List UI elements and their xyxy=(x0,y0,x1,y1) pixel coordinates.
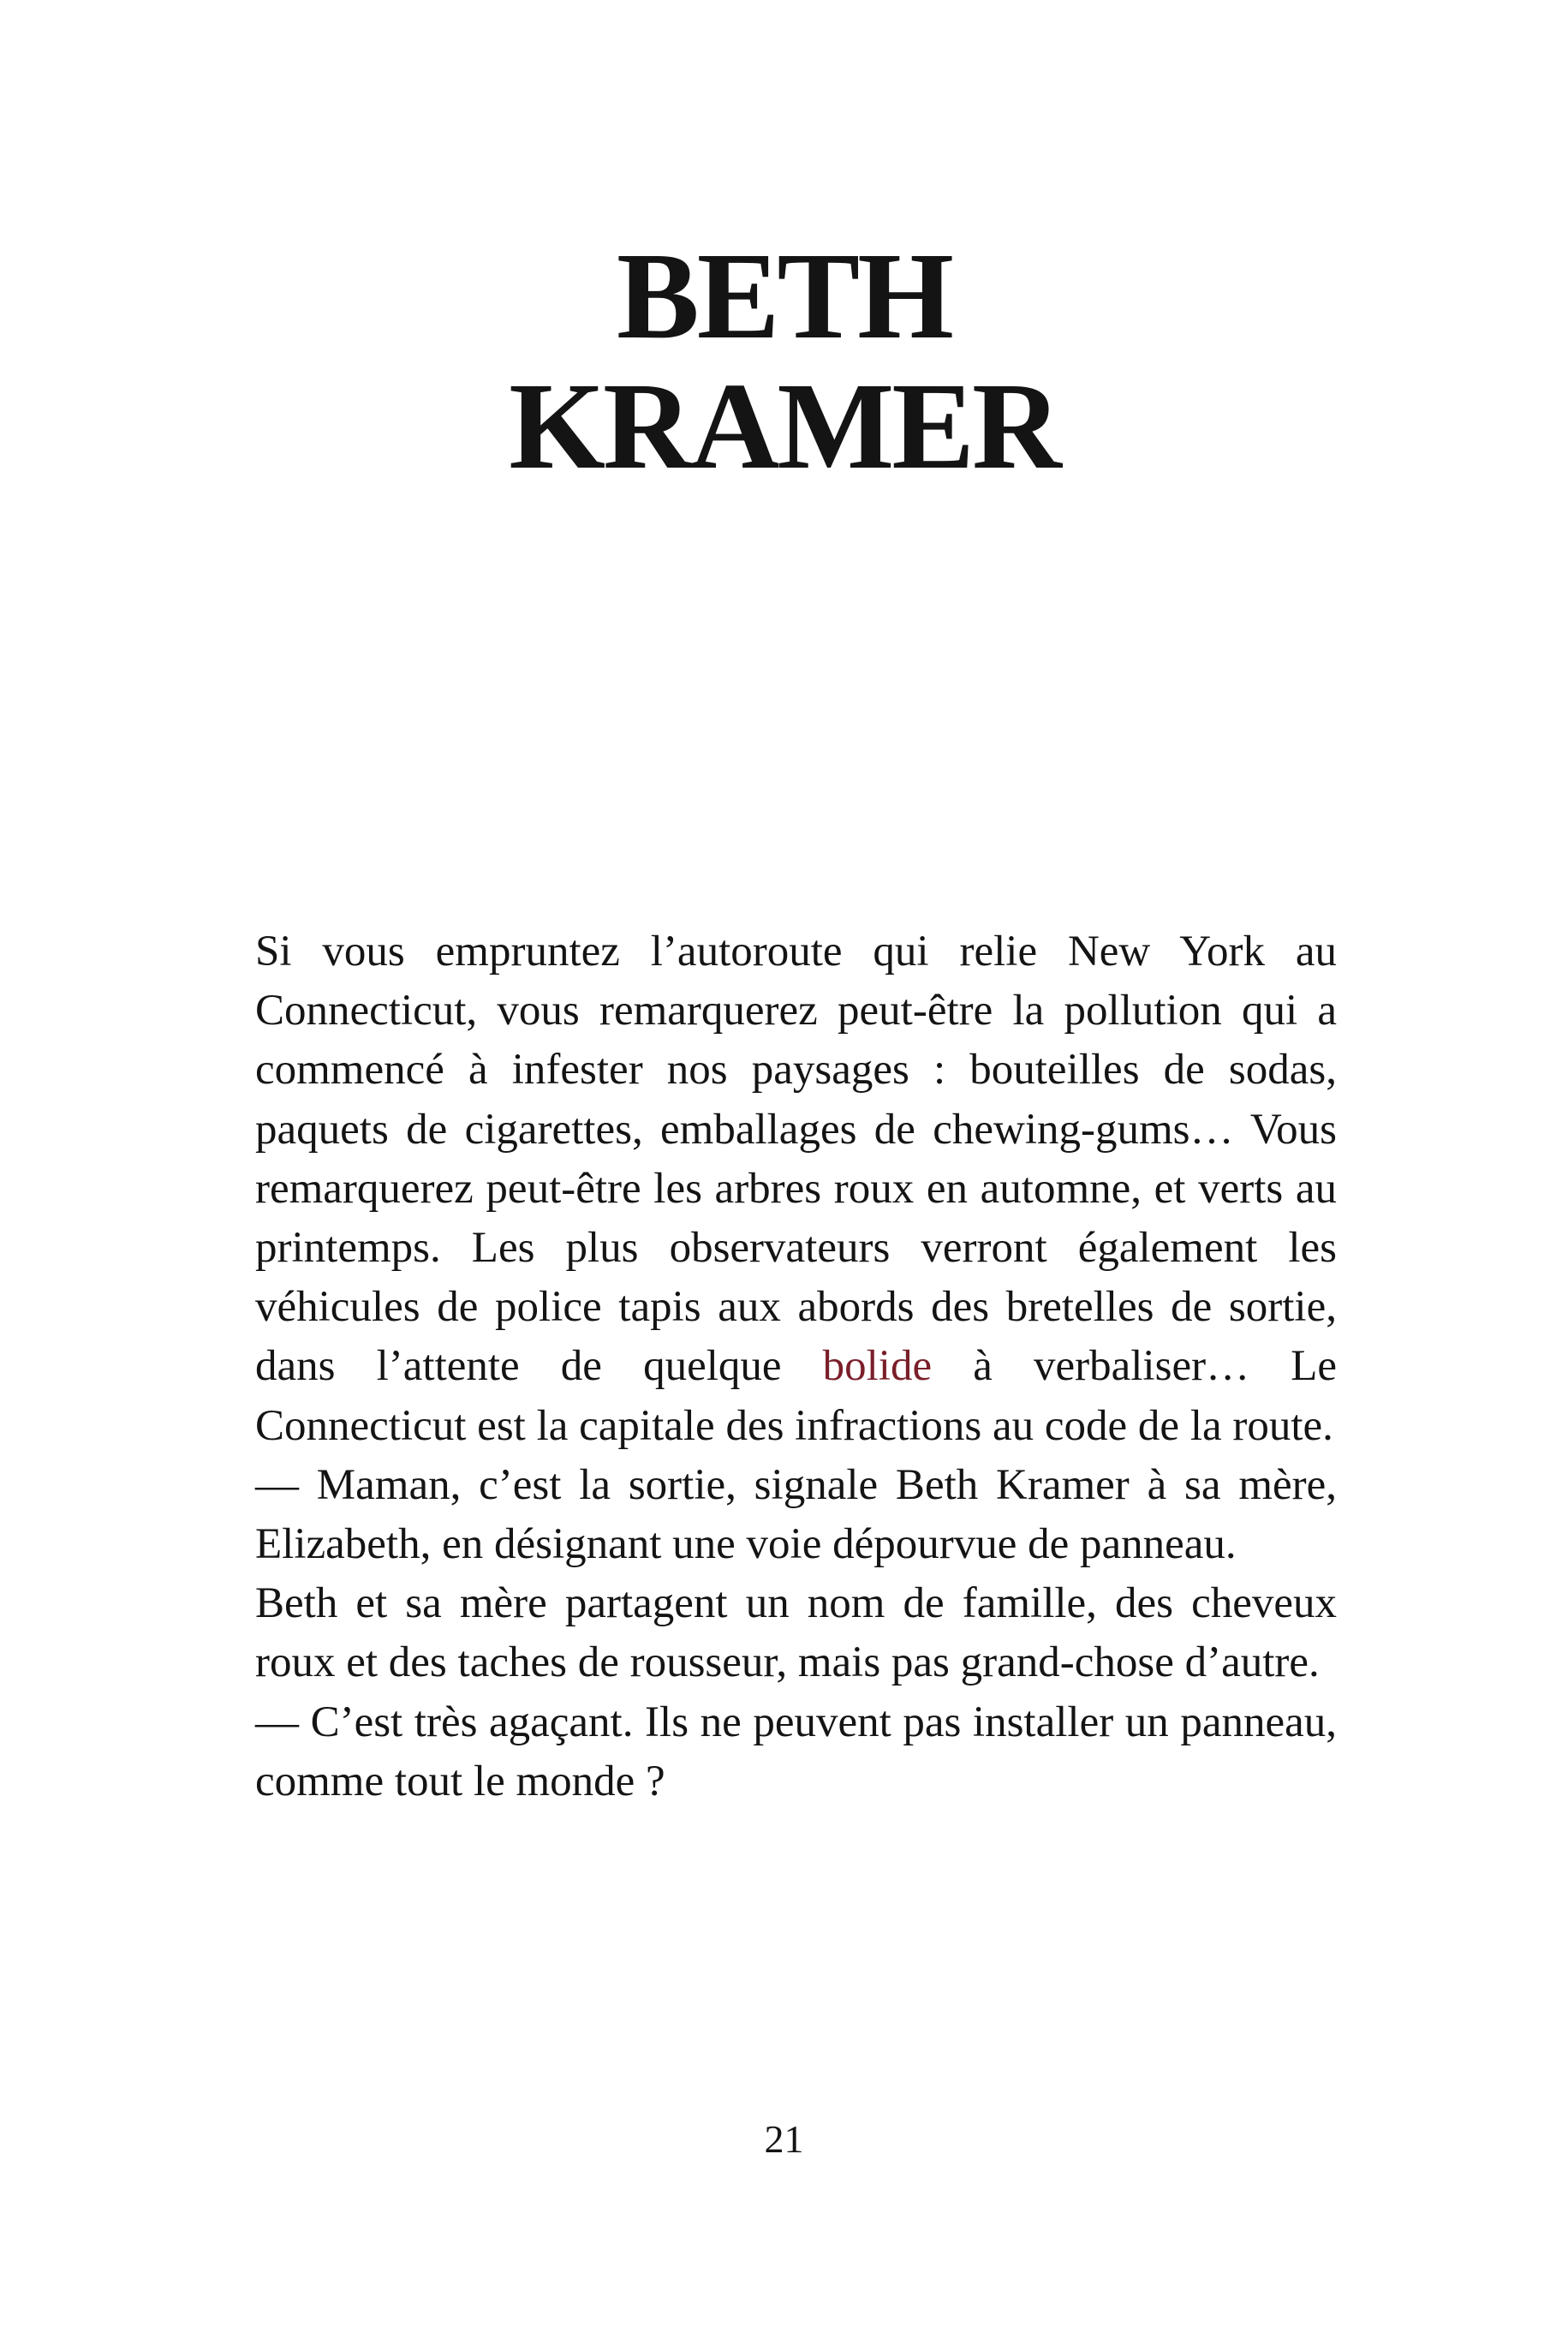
paragraph-3: Beth et sa mère partagent un nom de famille, des cheveux roux et des taches de rousseur, mais pas grand-chose d’autre. xyxy=(255,1579,1337,1687)
paragraph-4: — C’est très agaçant. Ils ne peuvent pas installer un panneau, comme tout le monde ? xyxy=(255,1698,1337,1805)
body-text xyxy=(255,922,1337,1811)
paragraph-1-text-after: à verbaliser… Le Connecticut est la capitale des infractions au code de la route. xyxy=(255,1342,1337,1450)
paragraph-1-text-before: Si vous empruntez l’autoroute qui relie New York au Connecticut, vous remarquerez peut-être la pollution qui a commencé à infester nos paysages : bouteilles de sodas, paquets de cigarettes, emballages de chewing-gums… Vous remarquerez peut-être les arbres roux en automne, et verts au printemps. Les plus observateurs verront également les véhicules de police tapis aux abords des bretelles de sortie, dans l’attente de quelque xyxy=(255,928,1337,1391)
chapter-title-line-1: BETH xyxy=(617,228,951,365)
chapter-title-line-2: KRAMER xyxy=(509,358,1059,495)
paragraph-1 xyxy=(255,922,1337,1456)
highlighted-word: bolide xyxy=(822,1342,933,1391)
page-number: 21 xyxy=(764,2117,804,2161)
paragraph-2: — Maman, c’est la sortie, signale Beth Kramer à sa mère, Elizabeth, en désignant une voie dépourvue de panneau. xyxy=(255,1460,1337,1569)
chapter-title xyxy=(0,228,1568,495)
